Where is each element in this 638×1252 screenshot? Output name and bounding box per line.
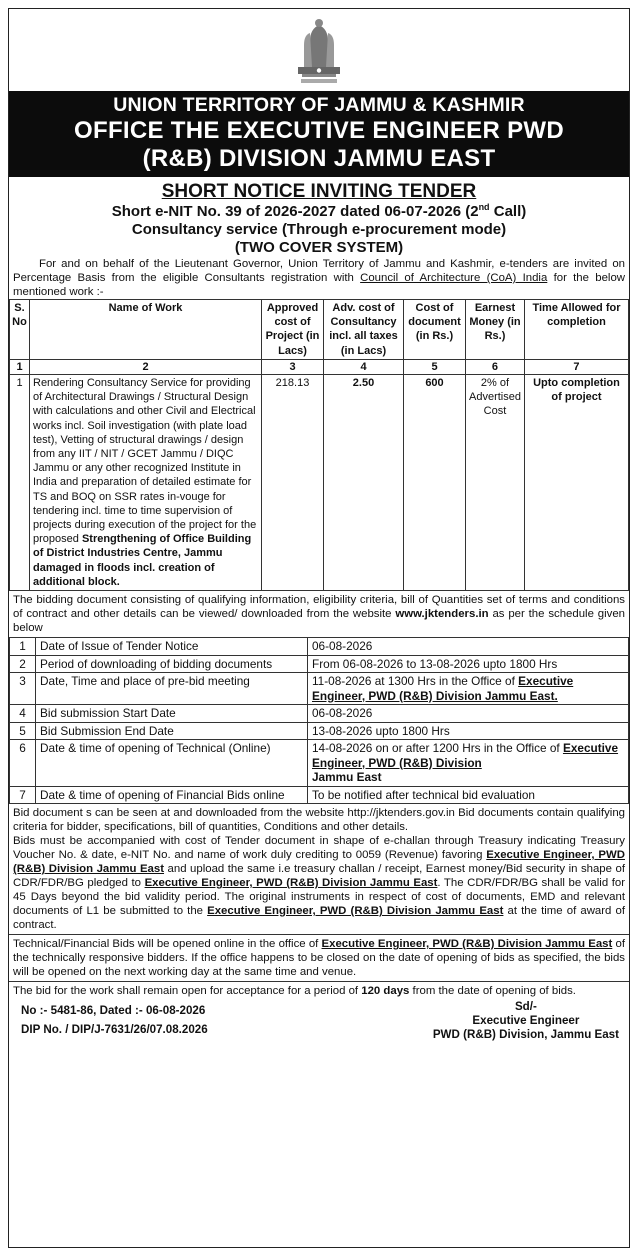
bids-text-e: . The CDR/FDR/BG shall be valid for 45 Days beyond the bid validity period. The original instruments in respect of cost of documents, EMD and relevant documents of L1 be submitted to the (13, 877, 625, 918)
opening-text-b: Executive Engineer, PWD (R&B) Division Jammu East (321, 938, 613, 951)
bidding-tail: as per the schedule given below (13, 608, 625, 635)
col-number: 1 (10, 359, 30, 374)
schedule-item: Date & time of opening of Financial Bids online (36, 786, 308, 804)
validity-text-a: The bid for the work shall remain open for acceptance for a period of (13, 985, 362, 998)
schedule-value (308, 673, 629, 705)
schedule-no: 5 (10, 722, 36, 740)
schedule-value: 06-08-2026 (308, 705, 629, 723)
header-line-1: UNION TERRITORY OF JAMMU & KASHMIR (113, 94, 525, 116)
schedule-value: 13-08-2026 upto 1800 Hrs (308, 722, 629, 740)
schedule-value-bold: Executive Engineer, PWD (R&B) Division Jammu East. (312, 674, 574, 703)
schedule-no: 1 (10, 638, 36, 656)
bidding-paragraph (9, 591, 629, 637)
schedule-value: 06-08-2026 (308, 638, 629, 656)
schedule-value: From 06-08-2026 to 13-08-2026 upto 1800 Hrs (308, 655, 629, 673)
row-sno: 1 (10, 375, 30, 591)
col-number: 5 (404, 359, 466, 374)
row-earnest-money: 2% of Advertised Cost (466, 375, 525, 591)
nit-prefix: Short e-NIT No. 39 of 2026-2027 dated 06-07-2026 (2 (111, 203, 479, 220)
notice-heading (9, 181, 629, 257)
schedule-row (10, 722, 629, 740)
schedule-no: 4 (10, 705, 36, 723)
notice-subtitle: Consultancy service (Through e-procurement mode) (131, 221, 507, 238)
validity-days: 120 days (361, 985, 410, 998)
schedule-value-bold: Executive Engineer, PWD (R&B) Division (312, 741, 619, 770)
signature-sd: Sd/- (514, 1000, 537, 1014)
schedule-item: Date of Issue of Tender Notice (36, 638, 308, 656)
row-work-description (30, 375, 262, 591)
schedule-item: Date, Time and place of pre-bid meeting (36, 673, 308, 705)
schedule-table (9, 637, 629, 804)
notice-system: (TWO COVER SYSTEM) (234, 239, 404, 256)
schedule-row (10, 786, 629, 804)
schedule-no: 6 (10, 740, 36, 787)
col-number: 3 (262, 359, 324, 374)
validity-text-c: from the date of opening of bids. (409, 985, 576, 998)
opening-text-c: of the technically responsive bidders. If the office happens to be closed on the date of opening of bids as specified, the bids will be opened on the next working day at the same time and venue. (13, 938, 625, 979)
opening-text-a: Technical/Financial Bids will be opened online in the office of (13, 938, 322, 951)
bid-document-paragraph (9, 804, 629, 934)
col-number: 2 (30, 359, 262, 374)
column-number-row (10, 359, 629, 374)
schedule-item: Bid Submission End Date (36, 722, 308, 740)
col-number: 7 (524, 359, 628, 374)
notice-frame (8, 8, 630, 1248)
header-banner (9, 91, 629, 177)
opening-paragraph (9, 935, 629, 981)
header-sno: S. No (10, 300, 30, 360)
row-adv-cost: 2.50 (324, 375, 404, 591)
schedule-no: 3 (10, 673, 36, 705)
row-doc-cost: 600 (404, 375, 466, 591)
bids-text-f: Executive Engineer, PWD (R&B) Division Jammu East (207, 905, 504, 918)
schedule-value (308, 740, 629, 787)
coa-link-text: Council of Architecture (CoA) India (360, 272, 548, 284)
schedule-value-text: 11-08-2026 at 1300 Hrs in the Office of (312, 674, 519, 689)
intro-tail: for the below mentioned work :- (13, 272, 625, 298)
bidding-text: The bidding document consisting of qualifying information, eligibility criteria, bill of Quantities set of terms and conditions of contract and other details can be viewed/ downloaded from the website (13, 594, 625, 621)
work-plain-text: Rendering Consultancy Service for providing of Architectural Drawings / Structural Design with calculations and other Civil and Electrical works incl. Soil investigation (with plate load test), Vetting of structural drawings / design from any IIT / NIT / GCET Jammu / DIQC Jammu or any other recognized Institute in India and preparation of detailed estimate for TS and BOQ on SSR rates in-vouge for tendering incl. time to time supervision of projects during execution of the project for the proposed (33, 377, 257, 546)
nit-suffix: Call) (489, 203, 527, 220)
bids-text-c: and upload the same i.e treasury challan / receipt, Earnest money/Bid security in shape of CDR/FDR/BG pledged to (13, 863, 625, 890)
schedule-value-bold-2: Jammu East (312, 770, 382, 785)
header-time-allowed: Time Allowed for completion (524, 300, 628, 360)
nit-line (9, 203, 629, 221)
table-row (10, 375, 629, 591)
intro-text: For and on behalf of the Lieutenant Governor, Union Territory of Jammu and Kashmir, e-tenders are invited on Percentage Basis from the eligible Consultants registration with (13, 258, 625, 284)
row-time-allowed: Upto completion of project (524, 375, 628, 591)
header-adv-cost: Adv. cost of Consultancy incl. all taxes (in Lacs) (324, 300, 404, 360)
schedule-no: 7 (10, 786, 36, 804)
schedule-value-text: 14-08-2026 on or after 1200 Hrs in the Office of (312, 741, 563, 756)
col-number: 4 (324, 359, 404, 374)
state-emblem-icon (292, 15, 346, 87)
schedule-row (10, 638, 629, 656)
header-doc-cost: Cost of document (in Rs.) (404, 300, 466, 360)
schedule-row (10, 705, 629, 723)
header-line-3: (R&B) DIVISION JAMMU EAST (142, 145, 496, 172)
signatory-division: PWD (R&B) Division, Jammu East (432, 1028, 619, 1042)
intro-paragraph (9, 257, 629, 299)
bids-text-b: Executive Engineer, PWD (R&B) Division Jammu East (13, 849, 625, 876)
schedule-no: 2 (10, 655, 36, 673)
footer-left (21, 1004, 208, 1042)
signatory-designation: Executive Engineer (472, 1014, 580, 1028)
schedule-item: Bid submission Start Date (36, 705, 308, 723)
bids-text-g: at the time of award of contract. (13, 905, 625, 932)
schedule-row (10, 655, 629, 673)
signature-block (433, 1000, 619, 1042)
validity-paragraph (9, 982, 629, 1000)
row-approved-cost: 218.13 (262, 375, 324, 591)
website-link-text: www.jktenders.in (395, 608, 489, 621)
col-number: 6 (466, 359, 525, 374)
footer (9, 1000, 629, 1060)
bid-document-text: Bid document s can be seen at and downloaded from the website http://jktenders.gov.in Bid documents contain qualifying criteria for bidder, specifications, bill of quantities, Conditions and other details. (13, 807, 625, 834)
emblem-area (9, 9, 629, 91)
schedule-row (10, 740, 629, 787)
bids-text-a: Bids must be accompanied with cost of Tender document in shape of e-challan through Treasury indicating Treasury Voucher No. & date, e-NIT No. and name of work duly crediting to 0059 (Revenue) favoring (13, 835, 625, 862)
header-line-2: OFFICE THE EXECUTIVE ENGINEER PWD (74, 117, 564, 144)
work-bold-text: Strengthening of Office Building of District Industries Centre, Jammu damaged in floods incl. creation of additional block. (33, 533, 252, 588)
notice-title: SHORT NOTICE INVITING TENDER (161, 181, 477, 202)
schedule-value: To be notified after technical bid evaluation (308, 786, 629, 804)
schedule-item: Period of downloading of bidding documents (36, 655, 308, 673)
header-name-of-work: Name of Work (30, 300, 262, 360)
work-table (9, 299, 629, 591)
table-header-row (10, 300, 629, 360)
bids-text-d: Executive Engineer, PWD (R&B) Division Jammu East (144, 877, 438, 890)
header-earnest-money: Earnest Money (in Rs.) (466, 300, 525, 360)
reference-number: No :- 5481-86, Dated :- 06-08-2026 (21, 1004, 206, 1018)
schedule-row (10, 673, 629, 705)
schedule-item: Date & time of opening of Technical (Online) (36, 740, 308, 787)
dip-number: DIP No. / DIP/J-7631/26/07.08.2026 (21, 1023, 208, 1037)
nit-sup: nd (478, 202, 490, 212)
header-approved-cost: Approved cost of Project (in Lacs) (262, 300, 324, 360)
